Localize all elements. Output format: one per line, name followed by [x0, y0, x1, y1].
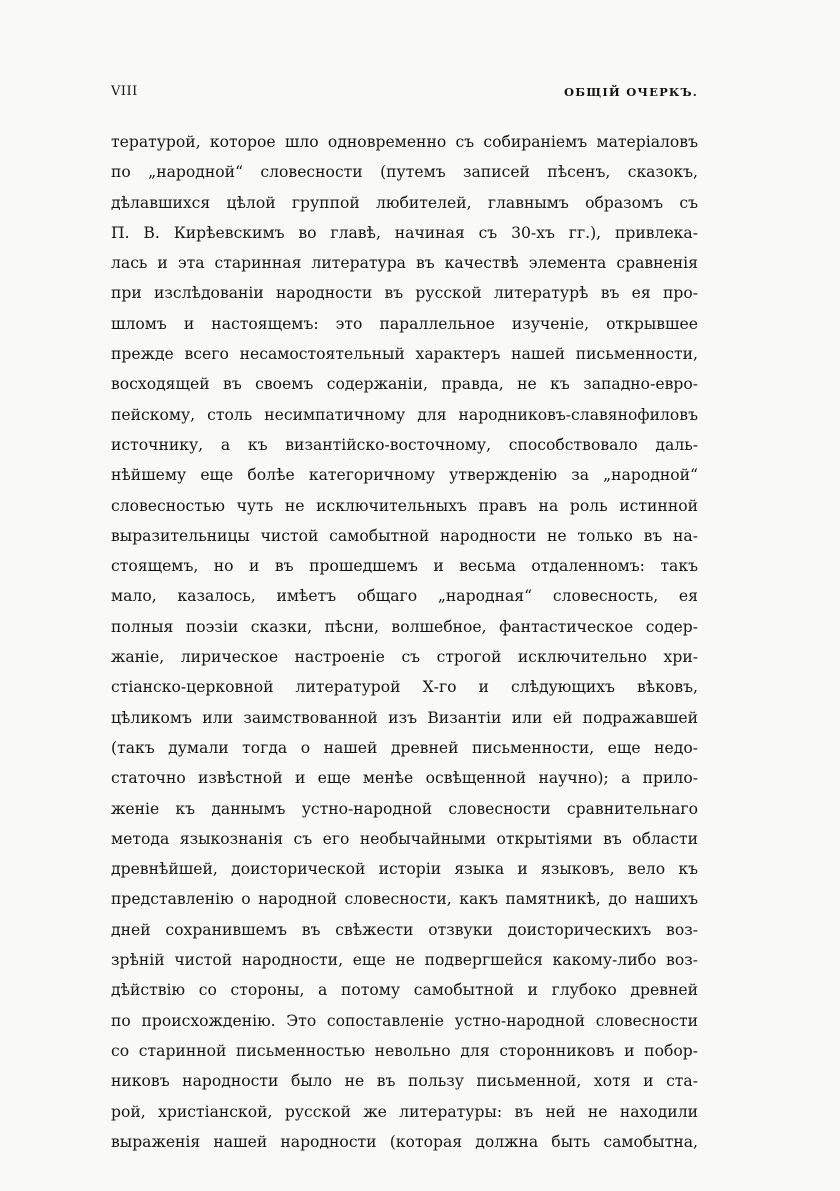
text-line: представленію о народной словесности, какъ памятникѣ, до нашихъ	[111, 890, 698, 909]
text-line: цѣликомъ или заимствованной изъ Византіи или ей подражавшей	[111, 708, 698, 727]
text-line: зрѣній чистой народности, еще не подвергшейся какому-либо воз-	[111, 951, 698, 970]
text-line: древнѣйшей, доисторической исторіи языка и языковъ, вело къ	[111, 860, 698, 879]
running-head	[111, 84, 698, 108]
text-line: полныя поэзіи сказки, пѣсни, волшебное, фантастическое содер-	[111, 617, 698, 636]
text-line: П. В. Кирѣевскимъ во главѣ, начиная съ 30-хъ гг.), привлека-	[111, 223, 698, 242]
text-line: по происхожденію. Это сопоставленіе устно-народной словесности	[111, 1011, 698, 1030]
text-line: словесностью чуть не исключительныхъ правъ на роль истинной	[111, 496, 698, 515]
page-number: VIII	[111, 84, 138, 99]
text-line: выраженія нашей народности (которая должна быть самобытна,	[111, 1132, 698, 1151]
text-line: шломъ и настоящемъ: это параллельное изученіе, открывшее	[111, 314, 698, 333]
text-line: восходящей въ своемъ содержаніи, правда, не къ западно-евро-	[111, 375, 698, 394]
text-line: тературой, которое шло одновременно съ собираніемъ матеріаловъ	[111, 133, 698, 151]
text-line: со старинной письменностью невольно для сторонниковъ и побор-	[111, 1041, 698, 1060]
text-line: стоящемъ, но и въ прошедшемъ и весьма отдаленномъ: такъ	[111, 557, 698, 576]
text-line: (такъ думали тогда о нашей древней письменности, еще недо-	[111, 738, 698, 757]
text-line: дней сохранившемъ въ свѣжести отзвуки доисторическихъ воз-	[111, 920, 698, 939]
text-line: мало, казалось, имѣетъ общаго „народная“ словесность, ея	[111, 587, 698, 606]
text-line: при изслѣдованіи народности въ русской литературѣ въ ея про-	[111, 284, 698, 303]
text-line: нѣйшему еще болѣе категоричному утвержденію за „народной“	[111, 466, 698, 485]
text-line: по „народной“ словесности (путемъ записей пѣсенъ, сказокъ,	[111, 163, 698, 182]
text-line: женіе къ даннымъ устно-народной словесности сравнительнаго	[111, 799, 698, 818]
text-line: источнику, а къ византійско-восточному, способствовало даль-	[111, 435, 698, 454]
text-line: дѣлавшихся цѣлой группой любителей, главнымъ образомъ съ	[111, 193, 698, 212]
section-title: ОБЩІЙ ОЧЕРКЪ.	[564, 85, 698, 99]
text-line: метода языкознанія съ его необычайными открытіями въ области	[111, 829, 698, 848]
text-line: пейскому, столь несимпатичному для народниковъ-славянофиловъ	[111, 405, 698, 424]
text-line: выразительницы чистой самобытной народности не только въ на-	[111, 526, 698, 545]
text-line: статочно извѣстной и еще менѣе освѣщенной научно); а прило-	[111, 769, 698, 788]
text-line: рой, христіанской, русской же литературы: въ ней не находили	[111, 1102, 698, 1121]
text-line: дѣйствію со стороны, а потому самобытной и глубоко древней	[111, 981, 698, 1000]
body-text	[111, 127, 698, 1157]
text-line: прежде всего несамостоятельный характеръ нашей письменности,	[111, 345, 698, 364]
text-line: никовъ народности было не въ пользу письменной, хотя и ста-	[111, 1072, 698, 1091]
text-line: жаніе, лирическое настроеніе съ строгой исключительно хри-	[111, 648, 698, 667]
text-line: лась и эта старинная литература въ качествѣ элемента сравненія	[111, 254, 698, 273]
text-line: стіанско-церковной литературой Х-го и слѣдующихъ вѣковъ,	[111, 678, 698, 697]
